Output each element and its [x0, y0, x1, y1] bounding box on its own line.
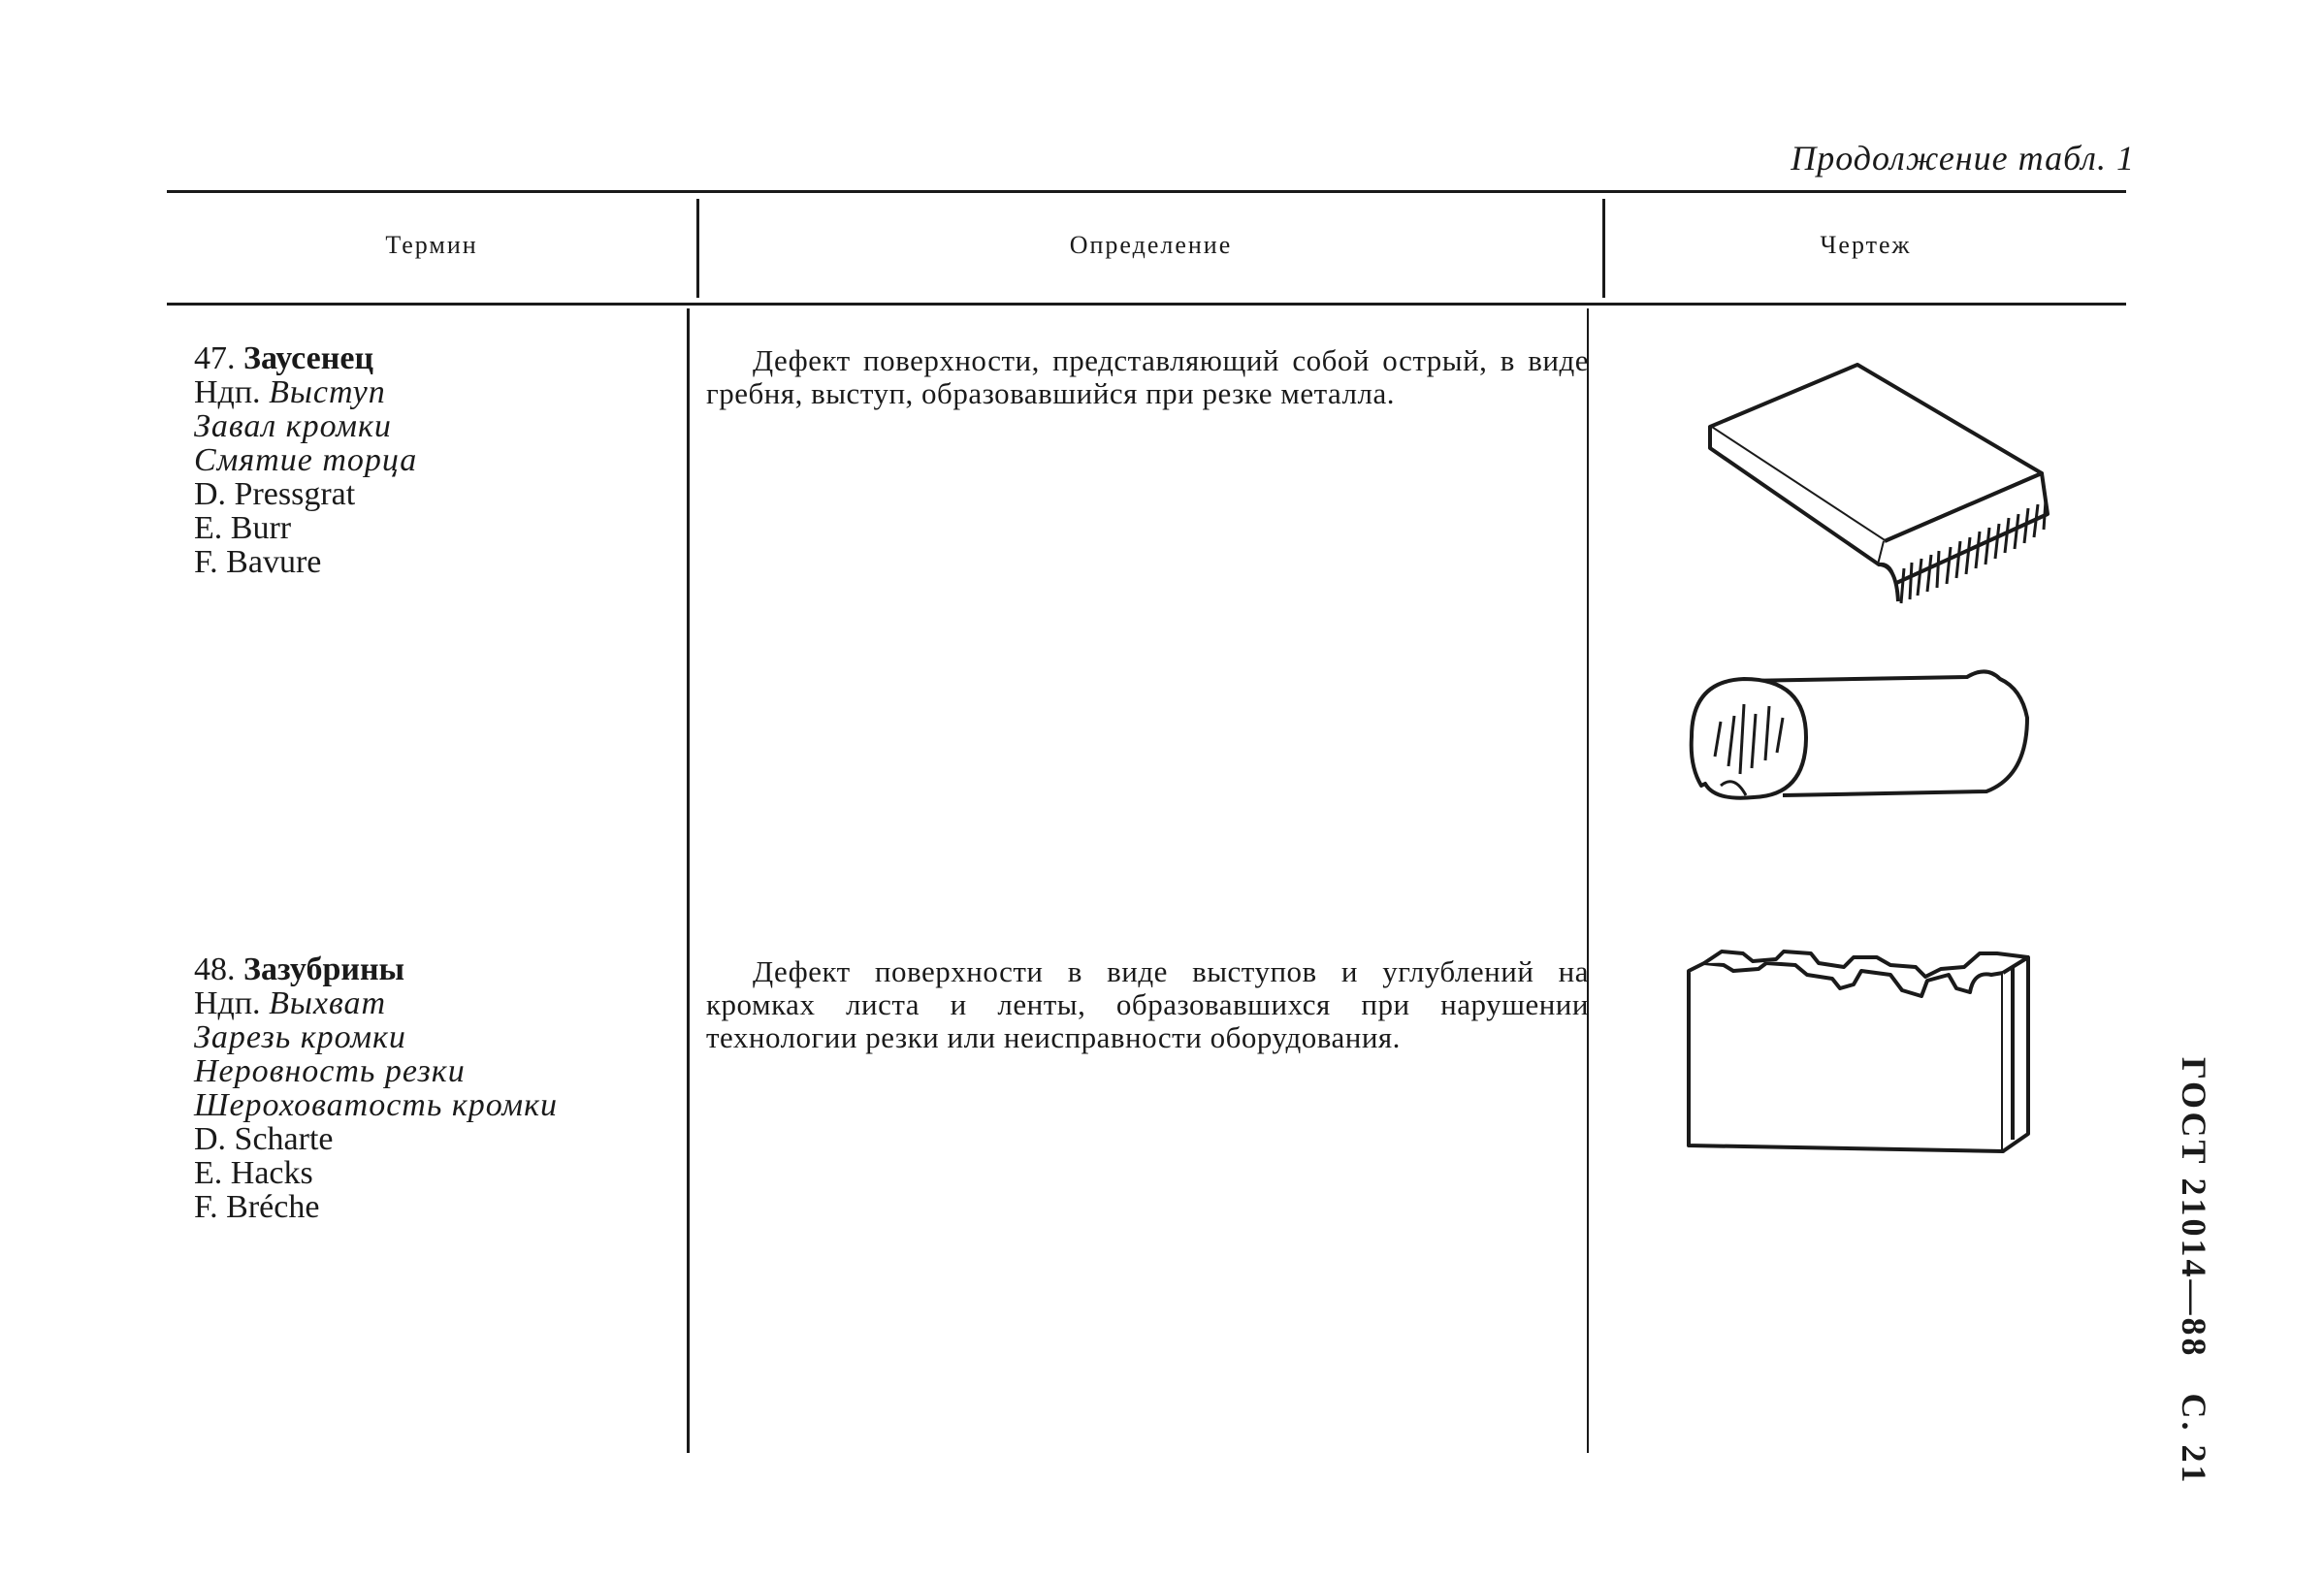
column-divider-2-body [1587, 308, 1589, 1453]
nonrecommended-term: Неровность резки [194, 1053, 466, 1089]
term-name: Зазубрины [243, 951, 405, 987]
column-header-term: Термин [385, 231, 478, 259]
translation-de: D. Scharte [194, 1121, 334, 1157]
nonrecommended-term: Зарезь кромки [194, 1019, 406, 1055]
nonrecommended-prefix: Ндп. [194, 374, 261, 410]
nonrecommended-term: Завал кромки [194, 408, 392, 444]
table-header-rule [167, 303, 2126, 306]
definition-47: Дефект поверхности, представляющий собой острый, в виде гребня, выступ, образовавшийся при резке металла. [706, 343, 1589, 410]
nonrecommended-term: Выхват [269, 985, 387, 1021]
nonrecommended-prefix: Ндп. [194, 985, 261, 1021]
nonrecommended-term: Смятие торца [194, 442, 418, 478]
standard-code: ГОСТ 21014—88 [2175, 1057, 2213, 1359]
column-divider-1-body [687, 308, 690, 1453]
burr-rod-icon [1676, 660, 2045, 820]
definition-48: Дефект поверхности в виде выступов и углублений на кромках листа и ленты, образовавшихся при нарушении технологии резки или неисправности оборудования. [706, 954, 1589, 1054]
term-number: 47. [194, 340, 236, 376]
notched-edge-plate-icon [1683, 946, 2037, 1159]
table-continuation-label: Продолжение табл. 1 [1791, 139, 2135, 177]
translation-en: E. Burr [194, 510, 292, 546]
term-number: 48. [194, 951, 236, 987]
table-top-rule [167, 190, 2126, 193]
translation-fr: F. Bavure [194, 544, 322, 580]
column-header-definition: Определение [1069, 231, 1233, 259]
burr-plate-icon [1702, 359, 2051, 621]
translation-de: D. Pressgrat [194, 476, 356, 512]
term-entry-48 [194, 952, 558, 1224]
term-entry-47 [194, 341, 417, 579]
page-number: С. 21 [2175, 1393, 2213, 1486]
translation-fr: F. Bréche [194, 1189, 320, 1225]
translation-en: E. Hacks [194, 1155, 313, 1191]
term-name: Заусенец [243, 340, 374, 376]
side-label [2175, 1057, 2214, 1486]
nonrecommended-term: Шероховатость кромки [194, 1087, 559, 1123]
nonrecommended-term: Выступ [269, 374, 386, 410]
column-header-drawing: Чертеж [1820, 231, 1912, 259]
